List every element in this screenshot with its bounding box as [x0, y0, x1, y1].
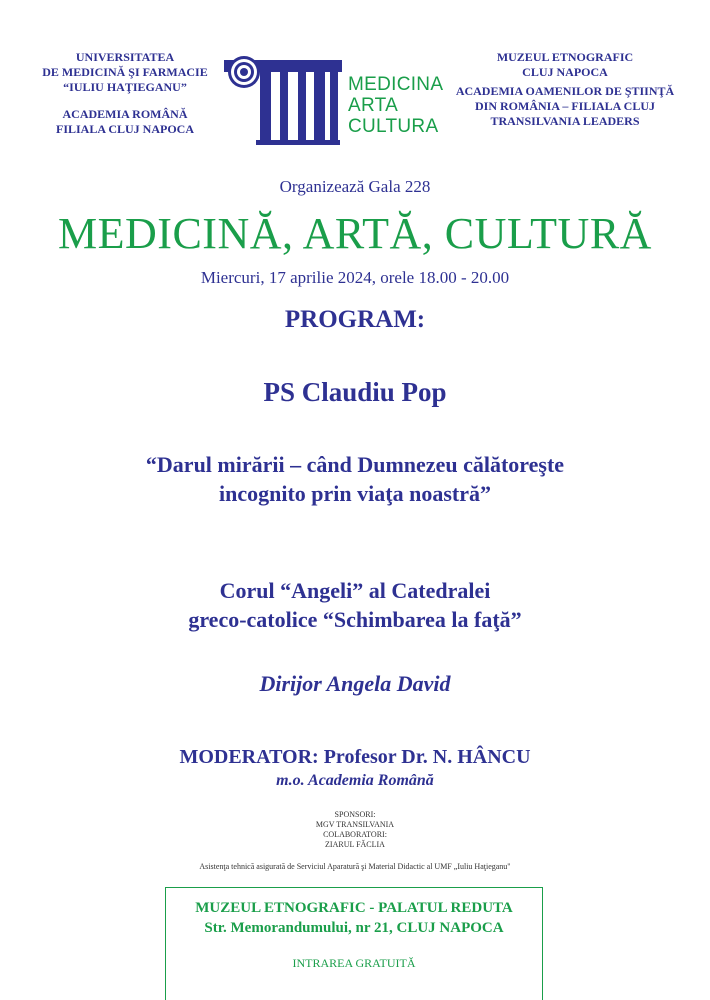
- choir: [0, 576, 710, 634]
- moderator: [0, 744, 710, 792]
- venue-box: [165, 887, 543, 1000]
- choir-line2: greco-catolice “Schimbarea la faţă”: [188, 607, 522, 632]
- header-left-line1: UNIVERSITATEA: [75, 50, 175, 64]
- sponsor-1: MGV TRANSILVANIA: [315, 820, 395, 829]
- speaker-name: PS Claudiu Pop: [263, 377, 447, 407]
- logo-line1: MEDICINA: [348, 74, 444, 95]
- program-label: PROGRAM:: [284, 306, 426, 333]
- moderator-line2: m.o. Academia Română: [276, 772, 434, 789]
- choir-line1: Corul “Angeli” al Catedralei: [219, 578, 491, 603]
- organizer-line: Organizează Gala 228: [279, 177, 431, 196]
- header-left: [10, 50, 240, 137]
- header-left-line4: ACADEMIA ROMÂNĂ: [62, 107, 188, 121]
- logo: [222, 52, 462, 152]
- header-left-line5: FILIALA CLUJ NAPOCA: [55, 122, 194, 136]
- tech-assist: Asistenţa tehnică asigurată de Serviciul Aparatură şi Material Didactic al UMF „Iuliu Haţieganu": [199, 862, 511, 871]
- header-right-line3: ACADEMIA OAMENILOR DE ŞTIINŢĂ: [455, 84, 675, 98]
- header-right-line4: DIN ROMÂNIA – FILIALA CLUJ: [474, 99, 656, 113]
- header-right-line2: CLUJ NAPOCA: [522, 65, 608, 79]
- header-right-line5: TRANSILVANIA LEADERS: [490, 114, 640, 128]
- logo-line3: CULTURA: [348, 116, 439, 137]
- venue-line1: MUZEUL ETNOGRAFIC - PALATUL REDUTA: [195, 900, 513, 916]
- venue-entry: INTRAREA GRATUITĂ: [292, 956, 416, 970]
- header-right: [430, 50, 700, 129]
- talk-title: [0, 450, 710, 508]
- logo-line2: ARTA: [348, 95, 399, 116]
- event-title: MEDICINĂ, ARTĂ, CULTURĂ: [58, 209, 652, 258]
- moderator-line1: MODERATOR: Profesor Dr. N. HÂNCU: [179, 746, 531, 768]
- spiral-column-logo-icon: [222, 52, 342, 152]
- sponsors-label: SPONSORI:: [334, 810, 376, 819]
- header-left-line2: DE MEDICINĂ ŞI FARMACIE: [42, 65, 208, 79]
- event-date: Miercuri, 17 aprilie 2024, orele 18.00 - 20.00: [200, 268, 510, 287]
- venue-line2: Str. Memorandumului, nr 21, CLUJ NAPOCA: [204, 920, 504, 936]
- collaborator-1: ZIARUL FĂCLIA: [325, 840, 385, 849]
- header-left-line3: “IULIU HAŢIEGANU”: [63, 80, 187, 94]
- credits: [0, 810, 710, 850]
- talk-title-line2: incognito prin viaţa noastră”: [219, 481, 491, 506]
- talk-title-line1: “Darul mirării – când Dumnezeu călătoreşte: [145, 452, 565, 477]
- conductor: Dirijor Angela David: [259, 671, 451, 696]
- collaborators-label: COLABORATORI:: [323, 830, 387, 839]
- header-right-line1: MUZEUL ETNOGRAFIC: [496, 50, 634, 64]
